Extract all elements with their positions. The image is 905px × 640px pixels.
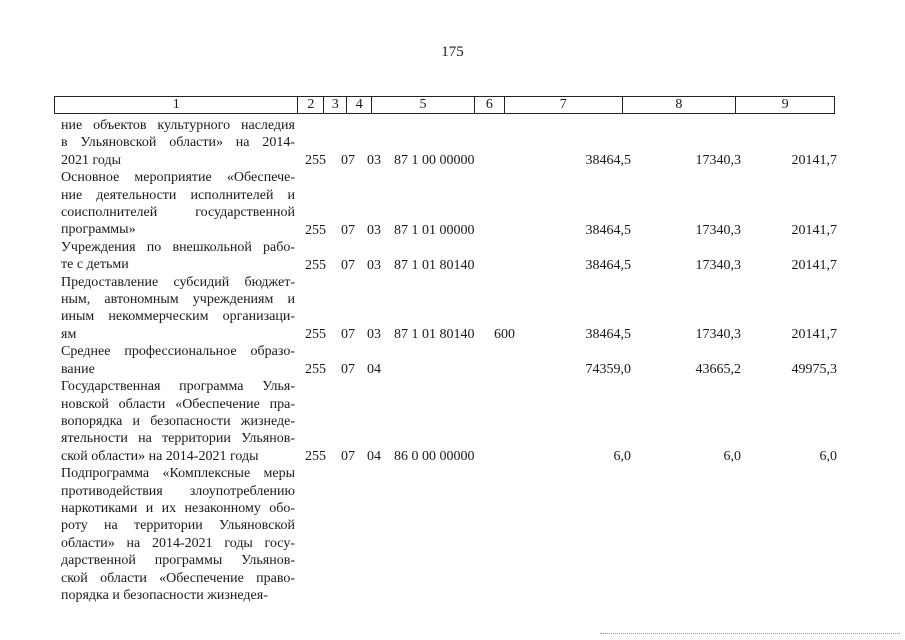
table-row <box>61 274 851 344</box>
header-col-2: 2 <box>298 97 324 113</box>
table-row <box>61 343 851 378</box>
amount-col-9: 49975,3 <box>791 362 837 378</box>
header-col-4: 4 <box>347 97 372 113</box>
description-line: ям <box>61 326 77 342</box>
description-line: противодействия злоупотреблению <box>61 483 295 499</box>
subsection-code: 03 <box>367 153 381 169</box>
description-line: Основное мероприятие «Обеспече- <box>61 170 295 186</box>
grbs-code: 255 <box>305 327 326 343</box>
target-article-code: 87 1 00 00000 <box>394 153 475 169</box>
description-line: Подпрограмма «Комплексные меры <box>61 466 295 482</box>
description-line: ятельности на территории Ульянов- <box>61 431 295 447</box>
section-code: 07 <box>341 449 355 465</box>
amount-col-8: 17340,3 <box>695 257 741 273</box>
description-line: ным, автономным учреждениям и <box>61 292 295 308</box>
grbs-code: 255 <box>305 362 326 378</box>
description-line: Учреждения по внешкольной рабо- <box>61 239 295 255</box>
section-code: 07 <box>341 327 355 343</box>
header-col-6: 6 <box>475 97 505 113</box>
target-article-code: 87 1 01 80140 <box>394 327 475 343</box>
description-line: 2021 годы <box>61 152 122 168</box>
row-values <box>61 257 851 274</box>
row-values <box>61 152 851 169</box>
description-line: Среднее профессиональное образо- <box>61 344 295 360</box>
description-line: соисполнителей государственной <box>61 205 295 221</box>
description-line: роту на территории Ульяновской <box>61 518 295 534</box>
section-code: 07 <box>341 222 355 238</box>
subsection-code: 04 <box>367 362 381 378</box>
expense-type-code: 600 <box>494 327 515 343</box>
section-code: 07 <box>341 362 355 378</box>
row-values <box>61 587 851 604</box>
grbs-code: 255 <box>305 257 326 273</box>
amount-col-8: 17340,3 <box>695 327 741 343</box>
description-line: дарственной программы Ульянов- <box>61 553 295 569</box>
amount-col-9: 20141,7 <box>791 153 837 169</box>
row-values <box>61 222 851 239</box>
subsection-code: 04 <box>367 449 381 465</box>
table-row <box>61 169 851 239</box>
amount-col-9: 20141,7 <box>791 327 837 343</box>
header-col-5: 5 <box>372 97 475 113</box>
table-body <box>61 117 851 604</box>
subsection-code: 03 <box>367 327 381 343</box>
amount-col-7: 38464,5 <box>585 153 631 169</box>
amount-col-8: 43665,2 <box>695 362 741 378</box>
table-row <box>61 117 851 169</box>
amount-col-7: 38464,5 <box>585 222 631 238</box>
amount-col-7: 38464,5 <box>585 327 631 343</box>
amount-col-8: 6,0 <box>723 449 741 465</box>
page-edge-line <box>600 633 900 634</box>
description-line: вопорядка и безопасности жизнеде- <box>61 413 295 429</box>
table-row <box>61 465 851 604</box>
amount-col-8: 17340,3 <box>695 153 741 169</box>
amount-col-7: 38464,5 <box>585 257 631 273</box>
section-code: 07 <box>341 257 355 273</box>
row-values <box>61 448 851 465</box>
description-line: иным некоммерческим организаци- <box>61 309 295 325</box>
header-col-9: 9 <box>781 97 789 112</box>
target-article-code: 86 0 00 00000 <box>394 449 475 465</box>
row-values <box>61 361 851 378</box>
target-article-code: 87 1 01 00000 <box>394 222 475 238</box>
description-line: в Ульяновской области» на 2014- <box>61 135 295 151</box>
table-header <box>54 96 835 114</box>
description-line: новской области «Обеспечение пра- <box>61 396 295 412</box>
table-row <box>61 239 851 274</box>
description-line: программы» <box>61 222 136 238</box>
amount-col-9: 20141,7 <box>791 222 837 238</box>
amount-col-9: 6,0 <box>819 449 837 465</box>
description-line: вание <box>61 361 95 377</box>
row-description <box>61 465 295 604</box>
subsection-code: 03 <box>367 257 381 273</box>
subsection-code: 03 <box>367 222 381 238</box>
row-values <box>61 326 851 343</box>
amount-col-8: 17340,3 <box>695 222 741 238</box>
target-article-code: 87 1 01 80140 <box>394 257 475 273</box>
section-code: 07 <box>341 153 355 169</box>
header-col-8: 8 <box>623 97 737 113</box>
amount-col-7: 6,0 <box>613 449 631 465</box>
description-line: Государственная программа Улья- <box>61 379 295 395</box>
grbs-code: 255 <box>305 449 326 465</box>
amount-col-7: 74359,0 <box>585 362 631 378</box>
description-line: Предоставление субсидий бюджет- <box>61 274 295 290</box>
header-col-1: 1 <box>55 97 298 113</box>
grbs-code: 255 <box>305 153 326 169</box>
page-number: 175 <box>441 44 464 60</box>
description-line: ние объектов культурного наследия <box>61 118 295 133</box>
amount-col-9: 20141,7 <box>791 257 837 273</box>
description-line: ской области» на 2014-2021 годы <box>61 448 259 464</box>
description-line: ской области «Обеспечение право- <box>61 570 295 586</box>
table-row <box>61 378 851 465</box>
grbs-code: 255 <box>305 222 326 238</box>
description-line: наркотиками и их незаконному обо- <box>61 500 295 516</box>
header-col-3: 3 <box>324 97 347 113</box>
description-line: ние деятельности исполнителей и <box>61 187 295 203</box>
header-col-7: 7 <box>505 97 623 113</box>
description-line: области» на 2014-2021 годы госу- <box>61 535 295 551</box>
description-line: те с детьми <box>61 257 129 273</box>
description-line: порядка и безопасности жизнедея- <box>61 587 268 603</box>
